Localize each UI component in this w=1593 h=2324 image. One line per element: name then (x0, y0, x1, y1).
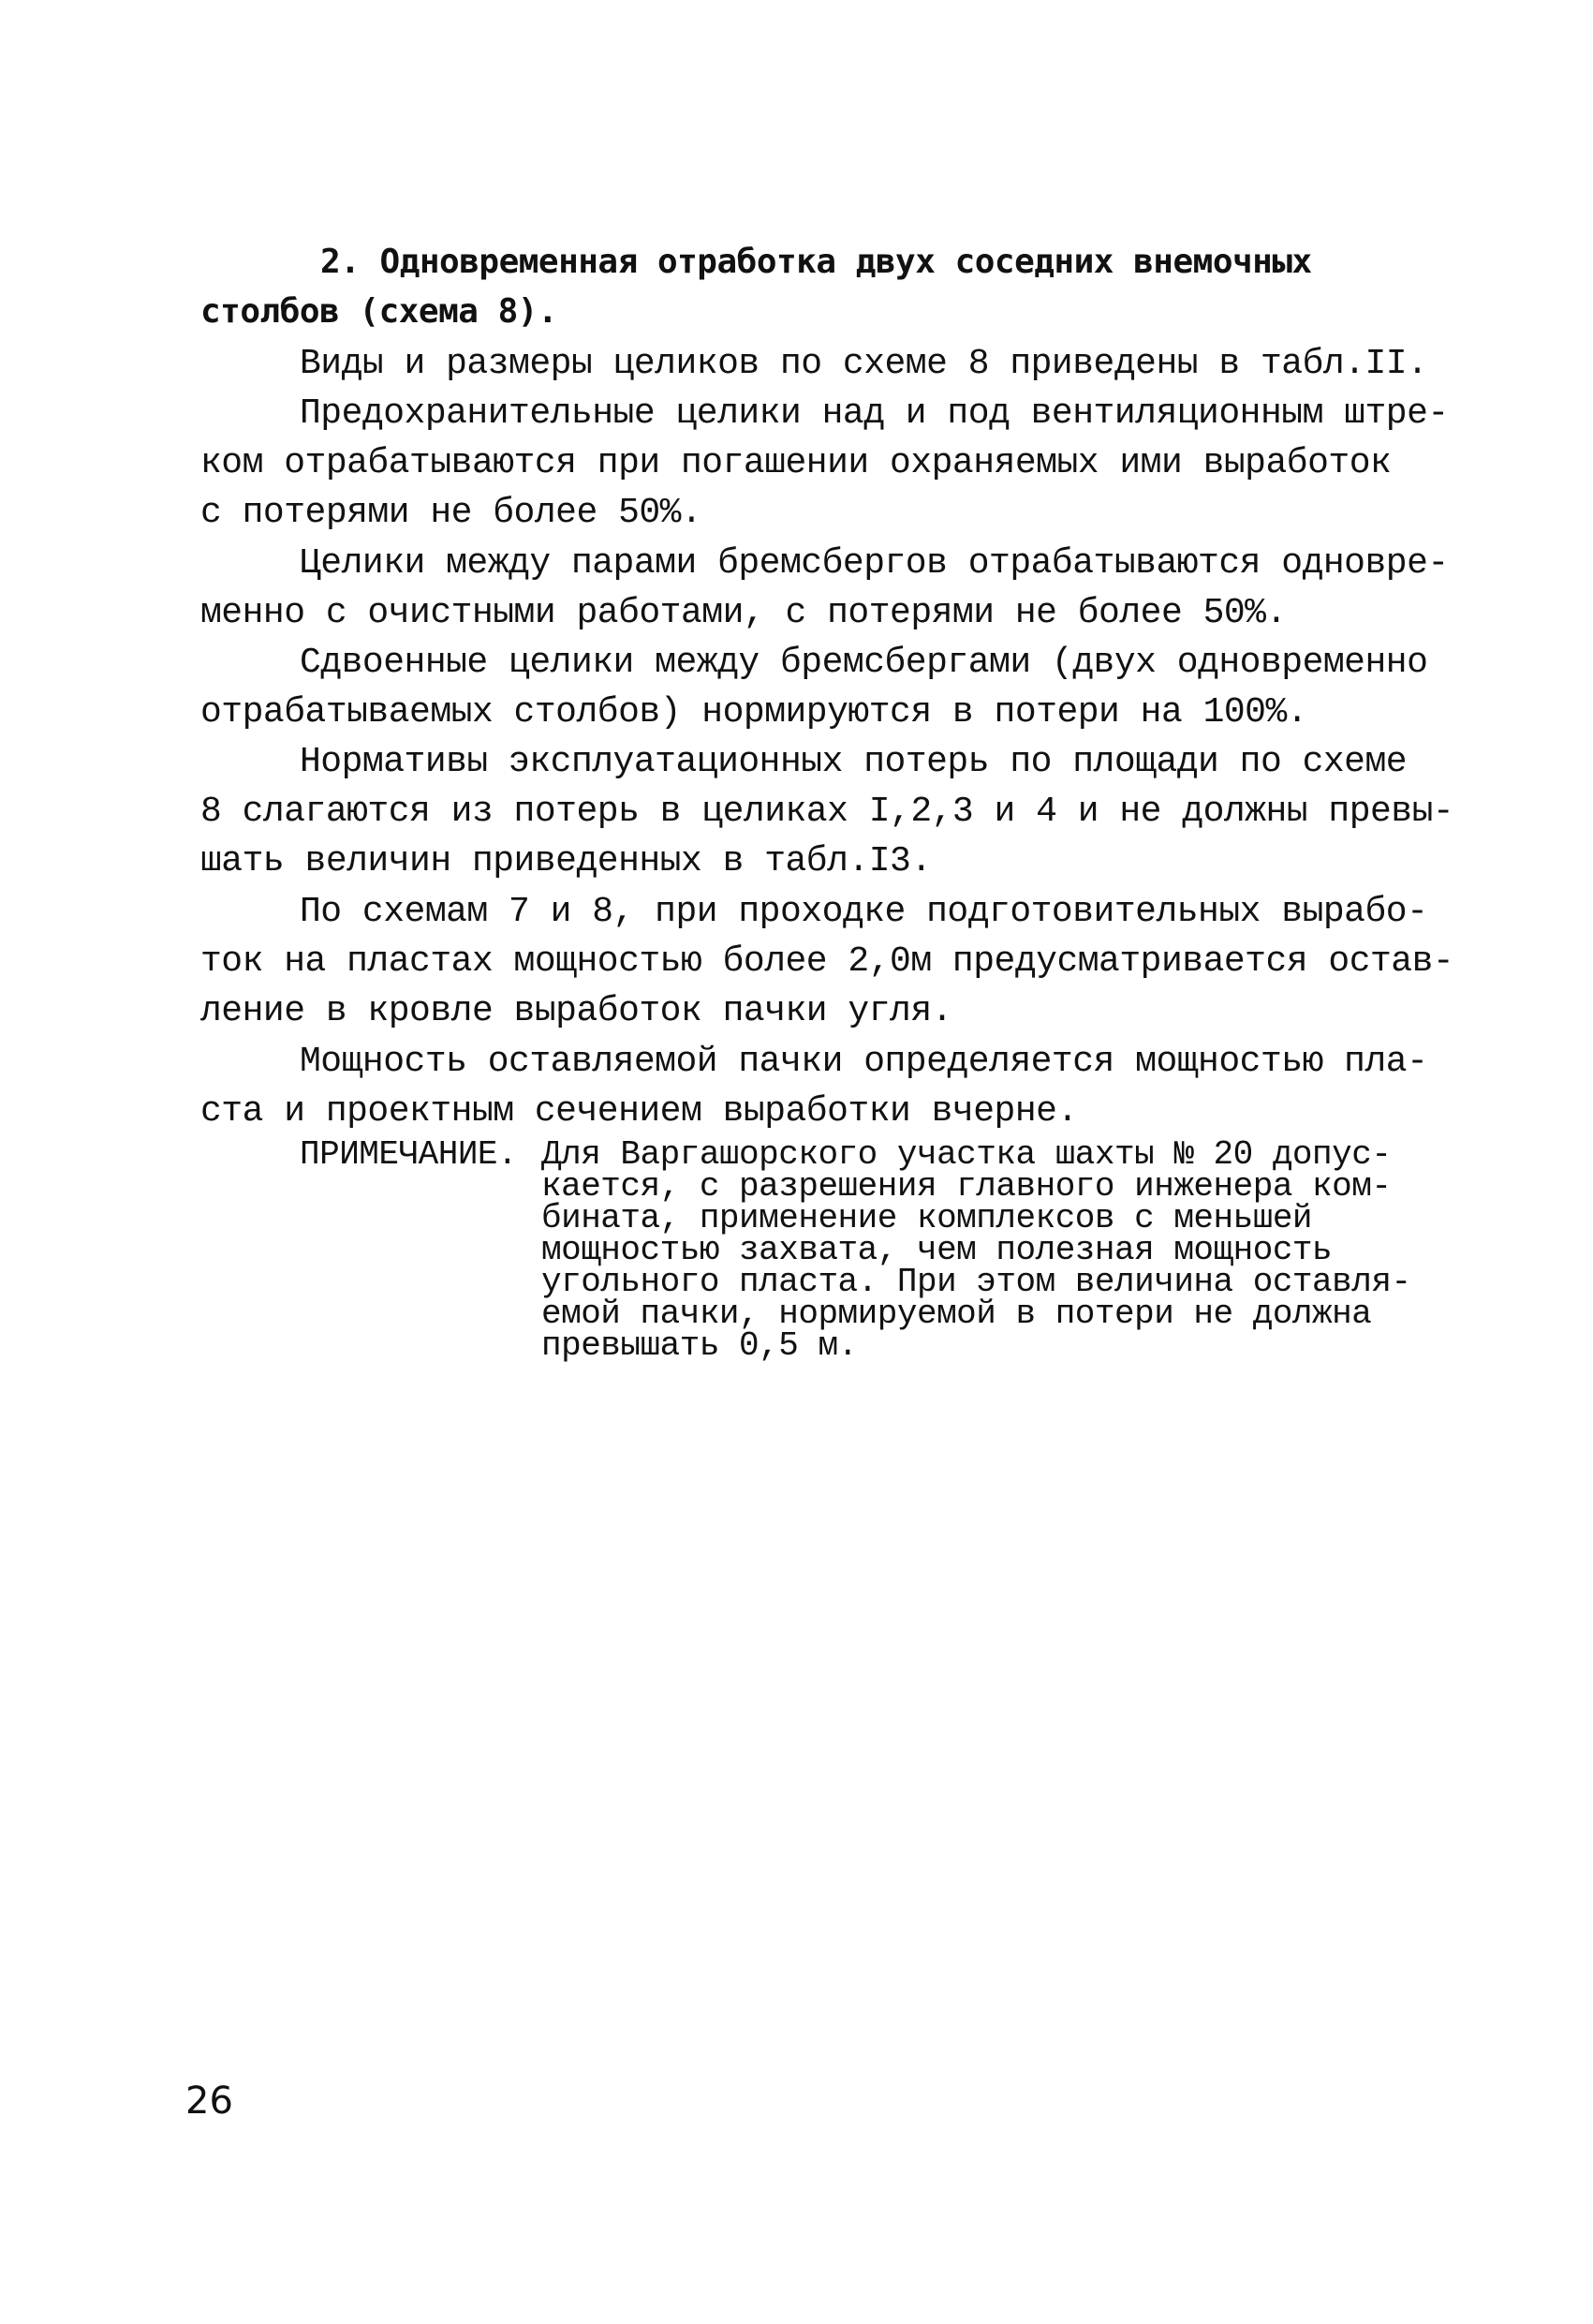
paragraph-line: менно с очистными работами, с потерями не более 50%. (200, 593, 1287, 633)
paragraph-line: Виды и размеры целиков по схеме 8 приведены в табл.II. (300, 344, 1428, 384)
paragraph-line: 8 слагаются из потерь в целиках I,2,3 и 4 и не должны превы- (200, 792, 1454, 832)
note-label: ПРИМЕЧАНИЕ. (300, 1135, 518, 1174)
note-line: бината, применение комплексов с меньшей (541, 1199, 1313, 1237)
paragraph-line: шать величин приведенных в табл.I3. (200, 841, 932, 881)
paragraph-line: Мощность оставляемой пачки определяется мощностью пла- (300, 1042, 1428, 1082)
note-line: мощностью захвата, чем полезная мощность (541, 1231, 1333, 1269)
paragraph-line: отрабатываемых столбов) нормируются в потери на 100%. (200, 692, 1308, 733)
note-line: кается, с разрешения главного инженера ком- (541, 1167, 1392, 1206)
paragraph-line: По схемам 7 и 8, при проходке подготовительных вырабо- (300, 892, 1428, 932)
section-heading-line-1: 2. Одновременная отработка двух соседних внемочных (320, 243, 1312, 281)
note-line: превышать 0,5 м. (541, 1326, 858, 1365)
paragraph-line: ление в кровле выработок пачки угля. (200, 991, 952, 1031)
note-line: Для Варгашорского участка шахты № 20 допус- (541, 1135, 1392, 1174)
paragraph-line: Сдвоенные целики между бремсбергами (двух одновременно (300, 643, 1428, 683)
note-line: емой пачки, нормируемой в потери не должна (541, 1295, 1372, 1333)
paragraph-line: Целики между парами бремсбергов отрабатываются одновре- (300, 543, 1449, 584)
paragraph-line: Предохранительные целики над и под вентиляционным штре- (300, 393, 1449, 434)
paragraph-line: Нормативы эксплуатационных потерь по площади по схеме (300, 742, 1408, 782)
paragraph-line: ста и проектным сечением выработки вчерне. (200, 1091, 1078, 1132)
paragraph-line: с потерями не более 50%. (200, 493, 702, 533)
paragraph-line: ток на пластах мощностью более 2,0м предусматривается остав- (200, 941, 1454, 982)
page-number: 26 (185, 2080, 233, 2123)
paragraph-line: ком отрабатываются при погашении охраняемых ими выработок (200, 443, 1392, 483)
note-line: угольного пласта. При этом величина оставля- (541, 1263, 1411, 1301)
section-heading-line-2: столбов (схема 8). (200, 292, 558, 331)
